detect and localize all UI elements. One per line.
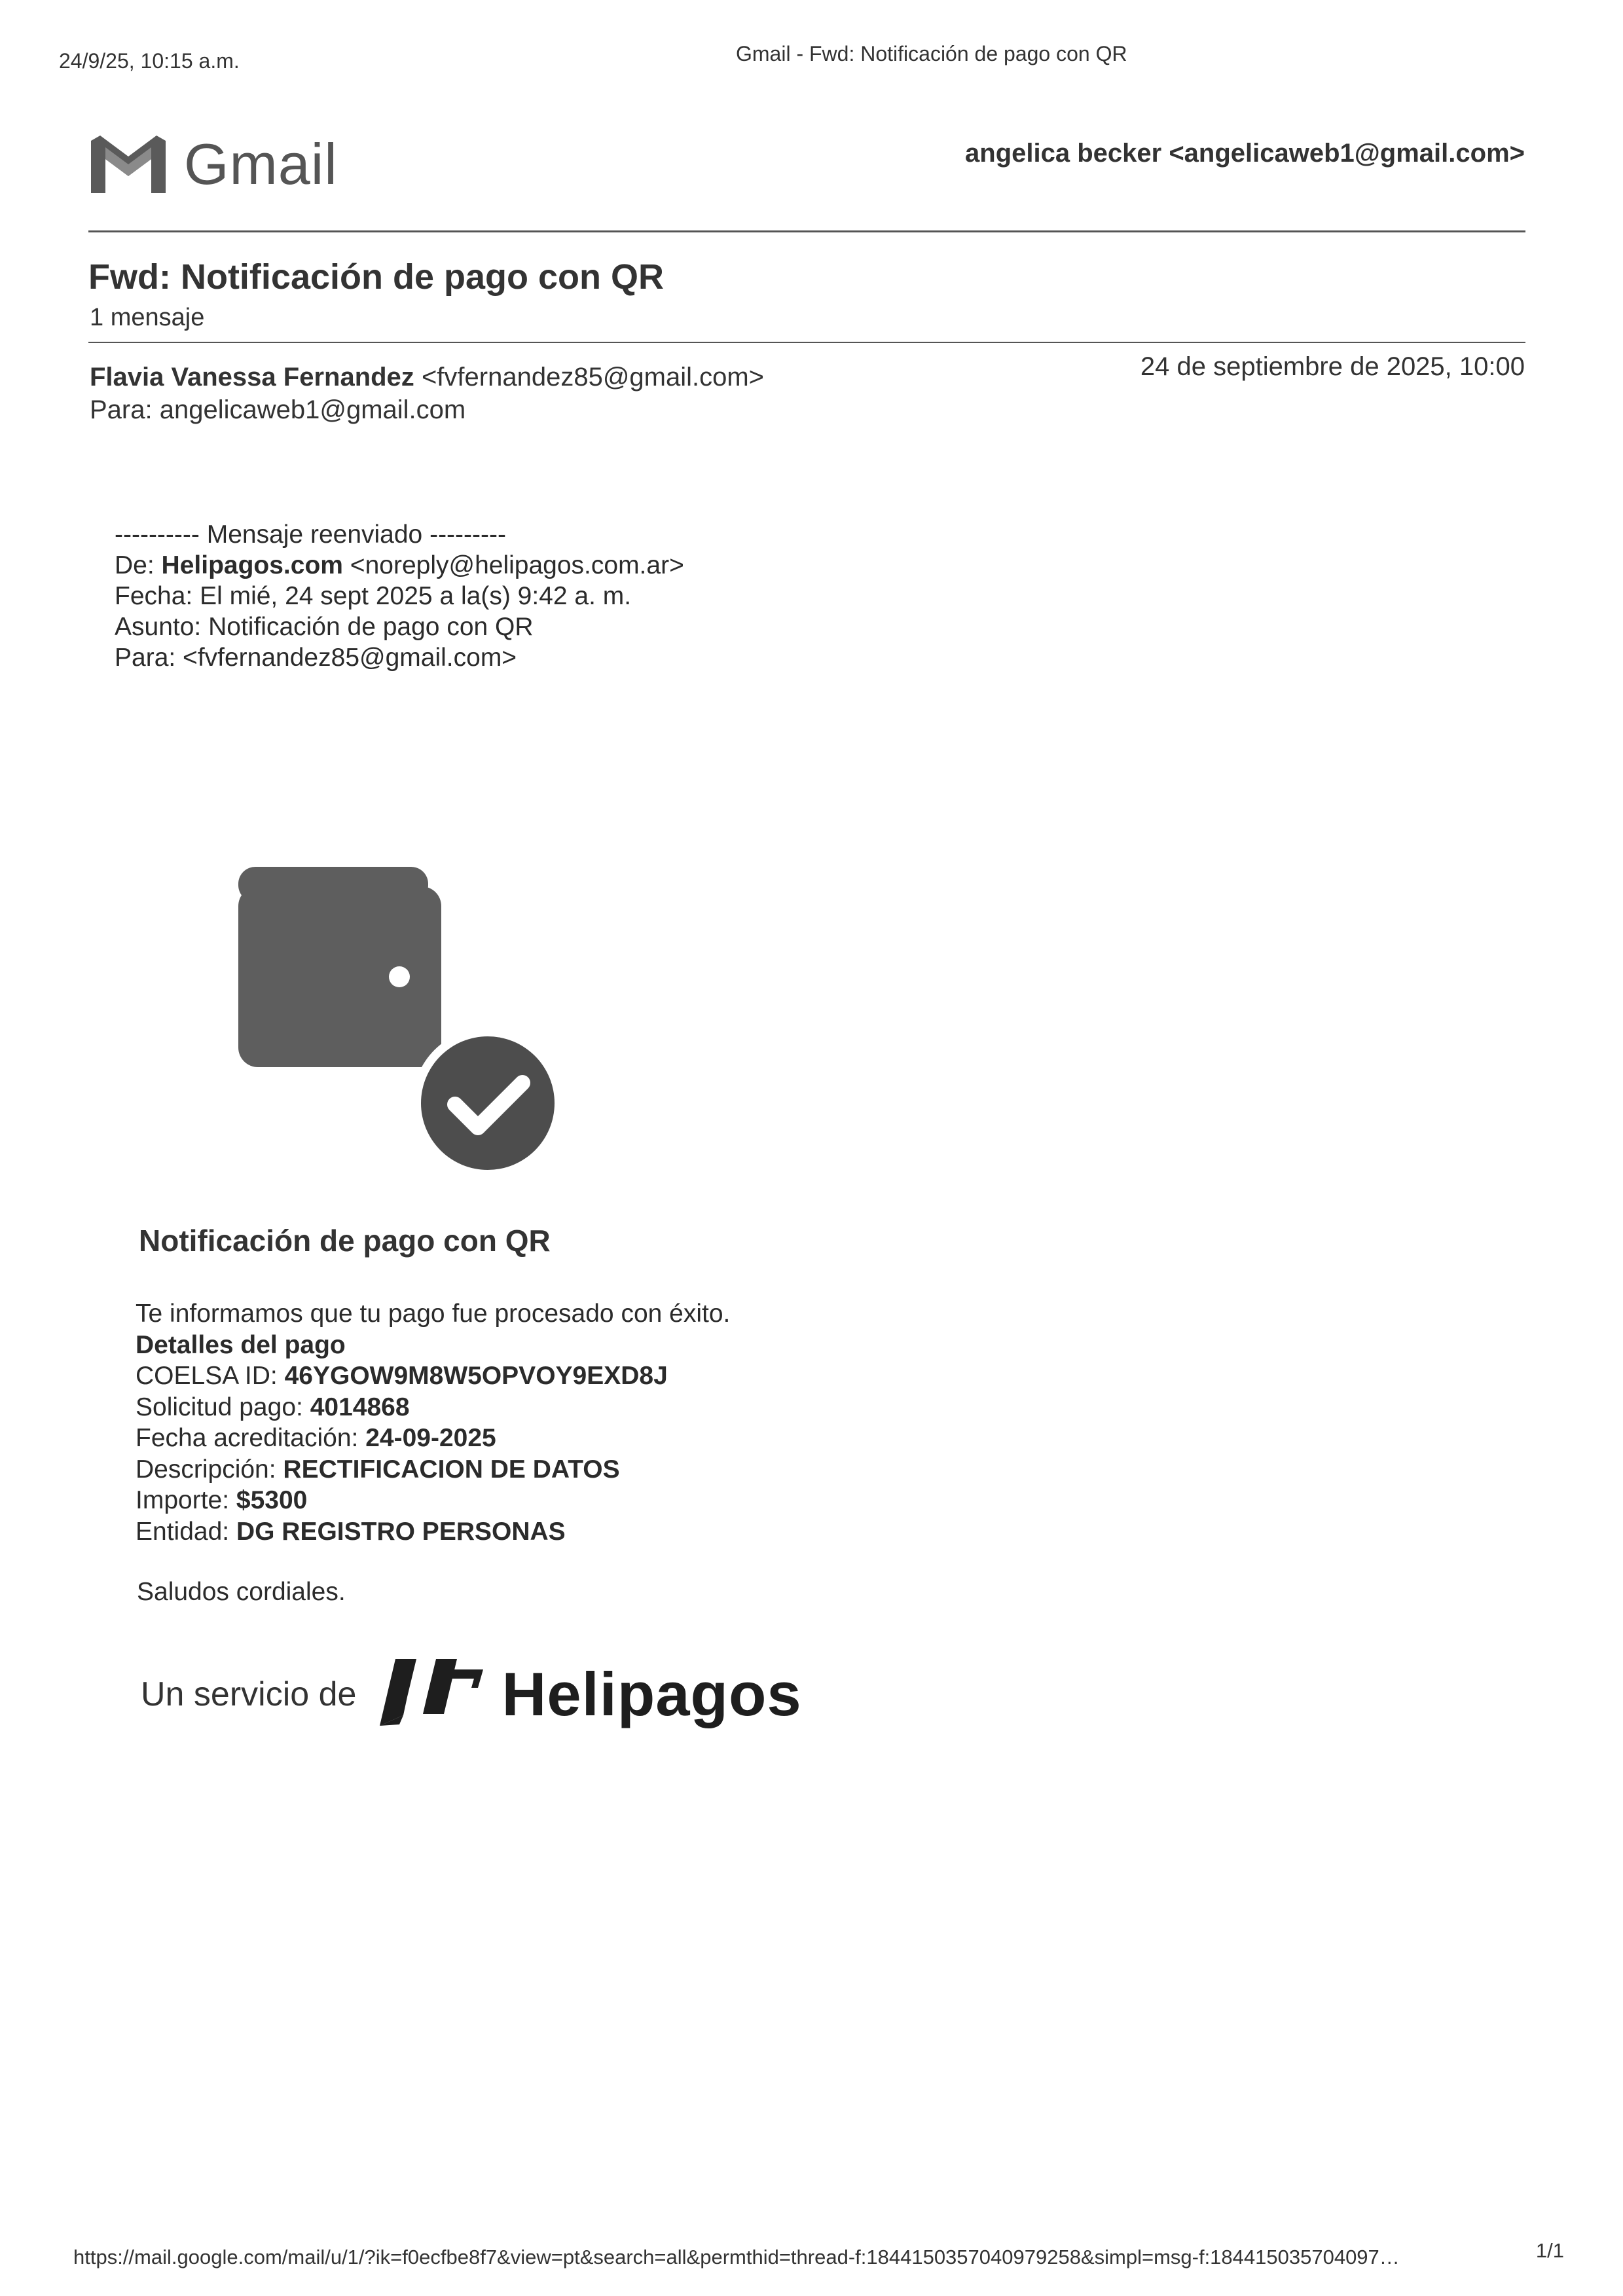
sender-name: Flavia Vanessa Fernandez — [90, 363, 414, 392]
forwarded-date: Fecha: El mié, 24 sept 2025 a la(s) 9:42 a. m. — [115, 582, 632, 610]
detail-label: Solicitud pago: — [136, 1393, 303, 1421]
print-page-title: Gmail - Fwd: Notificación de pago con QR — [736, 42, 1127, 65]
wallet-check-illustration — [236, 864, 570, 1188]
sender-line — [90, 363, 764, 392]
sender-email: <fvfernandez85@gmail.com> — [421, 363, 765, 392]
message-date: 24 de septiembre de 2025, 10:00 — [1140, 352, 1525, 381]
print-url: https://mail.google.com/mail/u/1/?ik=f0ecfbe8f7&view=pt&search=all&permthid=thread-f:1844150357040979258&simpl=msg-f:184415035704097… — [73, 2246, 1400, 2269]
header-divider — [88, 230, 1525, 232]
detail-row — [136, 1423, 730, 1454]
account-label: angelica becker <angelicaweb1@gmail.com> — [965, 139, 1525, 168]
detail-value: 46YGOW9M8W5OPVOY9EXD8J — [284, 1362, 668, 1390]
thread-divider — [88, 342, 1525, 343]
forwarded-subject: Asunto: Notificación de pago con QR — [115, 613, 534, 641]
detail-value: $5300 — [236, 1486, 308, 1514]
thread-subject: Fwd: Notificación de pago con QR — [88, 257, 665, 297]
message-recipient: Para: angelicaweb1@gmail.com — [90, 395, 466, 424]
forwarded-to: Para: <fvfernandez85@gmail.com> — [115, 644, 517, 672]
page-number: 1/1 — [1535, 2239, 1564, 2262]
detail-row — [136, 1392, 730, 1423]
wallet-check-icon — [236, 864, 570, 1185]
detail-value: 24-09-2025 — [365, 1424, 496, 1452]
detail-value: DG REGISTRO PERSONAS — [236, 1517, 566, 1546]
gmail-m-icon — [88, 133, 168, 196]
details-title: Detalles del pago — [136, 1330, 346, 1359]
helipagos-logo-icon — [376, 1656, 486, 1728]
closing-greeting: Saludos cordiales. — [137, 1578, 346, 1606]
forwarded-separator: ---------- Mensaje reenviado --------- — [115, 520, 506, 549]
forwarded-from-name: Helipagos.com — [161, 551, 343, 579]
forwarded-from — [115, 550, 684, 581]
helipagos-wordmark: Helipagos — [501, 1659, 802, 1728]
service-footer — [141, 1656, 802, 1732]
message-count: 1 mensaje — [90, 304, 205, 331]
detail-value: RECTIFICACION DE DATOS — [283, 1455, 620, 1484]
detail-label: Descripción: — [136, 1455, 276, 1484]
payment-details — [136, 1298, 730, 1547]
detail-row — [136, 1454, 730, 1485]
notification-title: Notificación de pago con QR — [139, 1224, 551, 1258]
print-date: 24/9/25, 10:15 a.m. — [59, 49, 240, 73]
detail-label: Entidad: — [136, 1517, 230, 1546]
helipagos-logo — [376, 1656, 486, 1732]
forwarded-from-label: De: — [115, 551, 155, 579]
detail-label: Importe: — [136, 1486, 230, 1514]
service-label: Un servicio de — [141, 1675, 357, 1713]
detail-value: 4014868 — [310, 1393, 410, 1421]
detail-row — [136, 1360, 730, 1392]
detail-row — [136, 1516, 730, 1548]
forwarded-header-block — [115, 519, 684, 673]
forwarded-from-email: <noreply@helipagos.com.ar> — [350, 551, 684, 579]
notification-intro: Te informamos que tu pago fue procesado con éxito. — [136, 1300, 731, 1328]
detail-label: COELSA ID: — [136, 1362, 278, 1390]
gmail-wordmark: Gmail — [184, 132, 338, 196]
gmail-logo — [88, 131, 338, 198]
detail-label: Fecha acreditación: — [136, 1424, 359, 1452]
detail-row — [136, 1485, 730, 1516]
